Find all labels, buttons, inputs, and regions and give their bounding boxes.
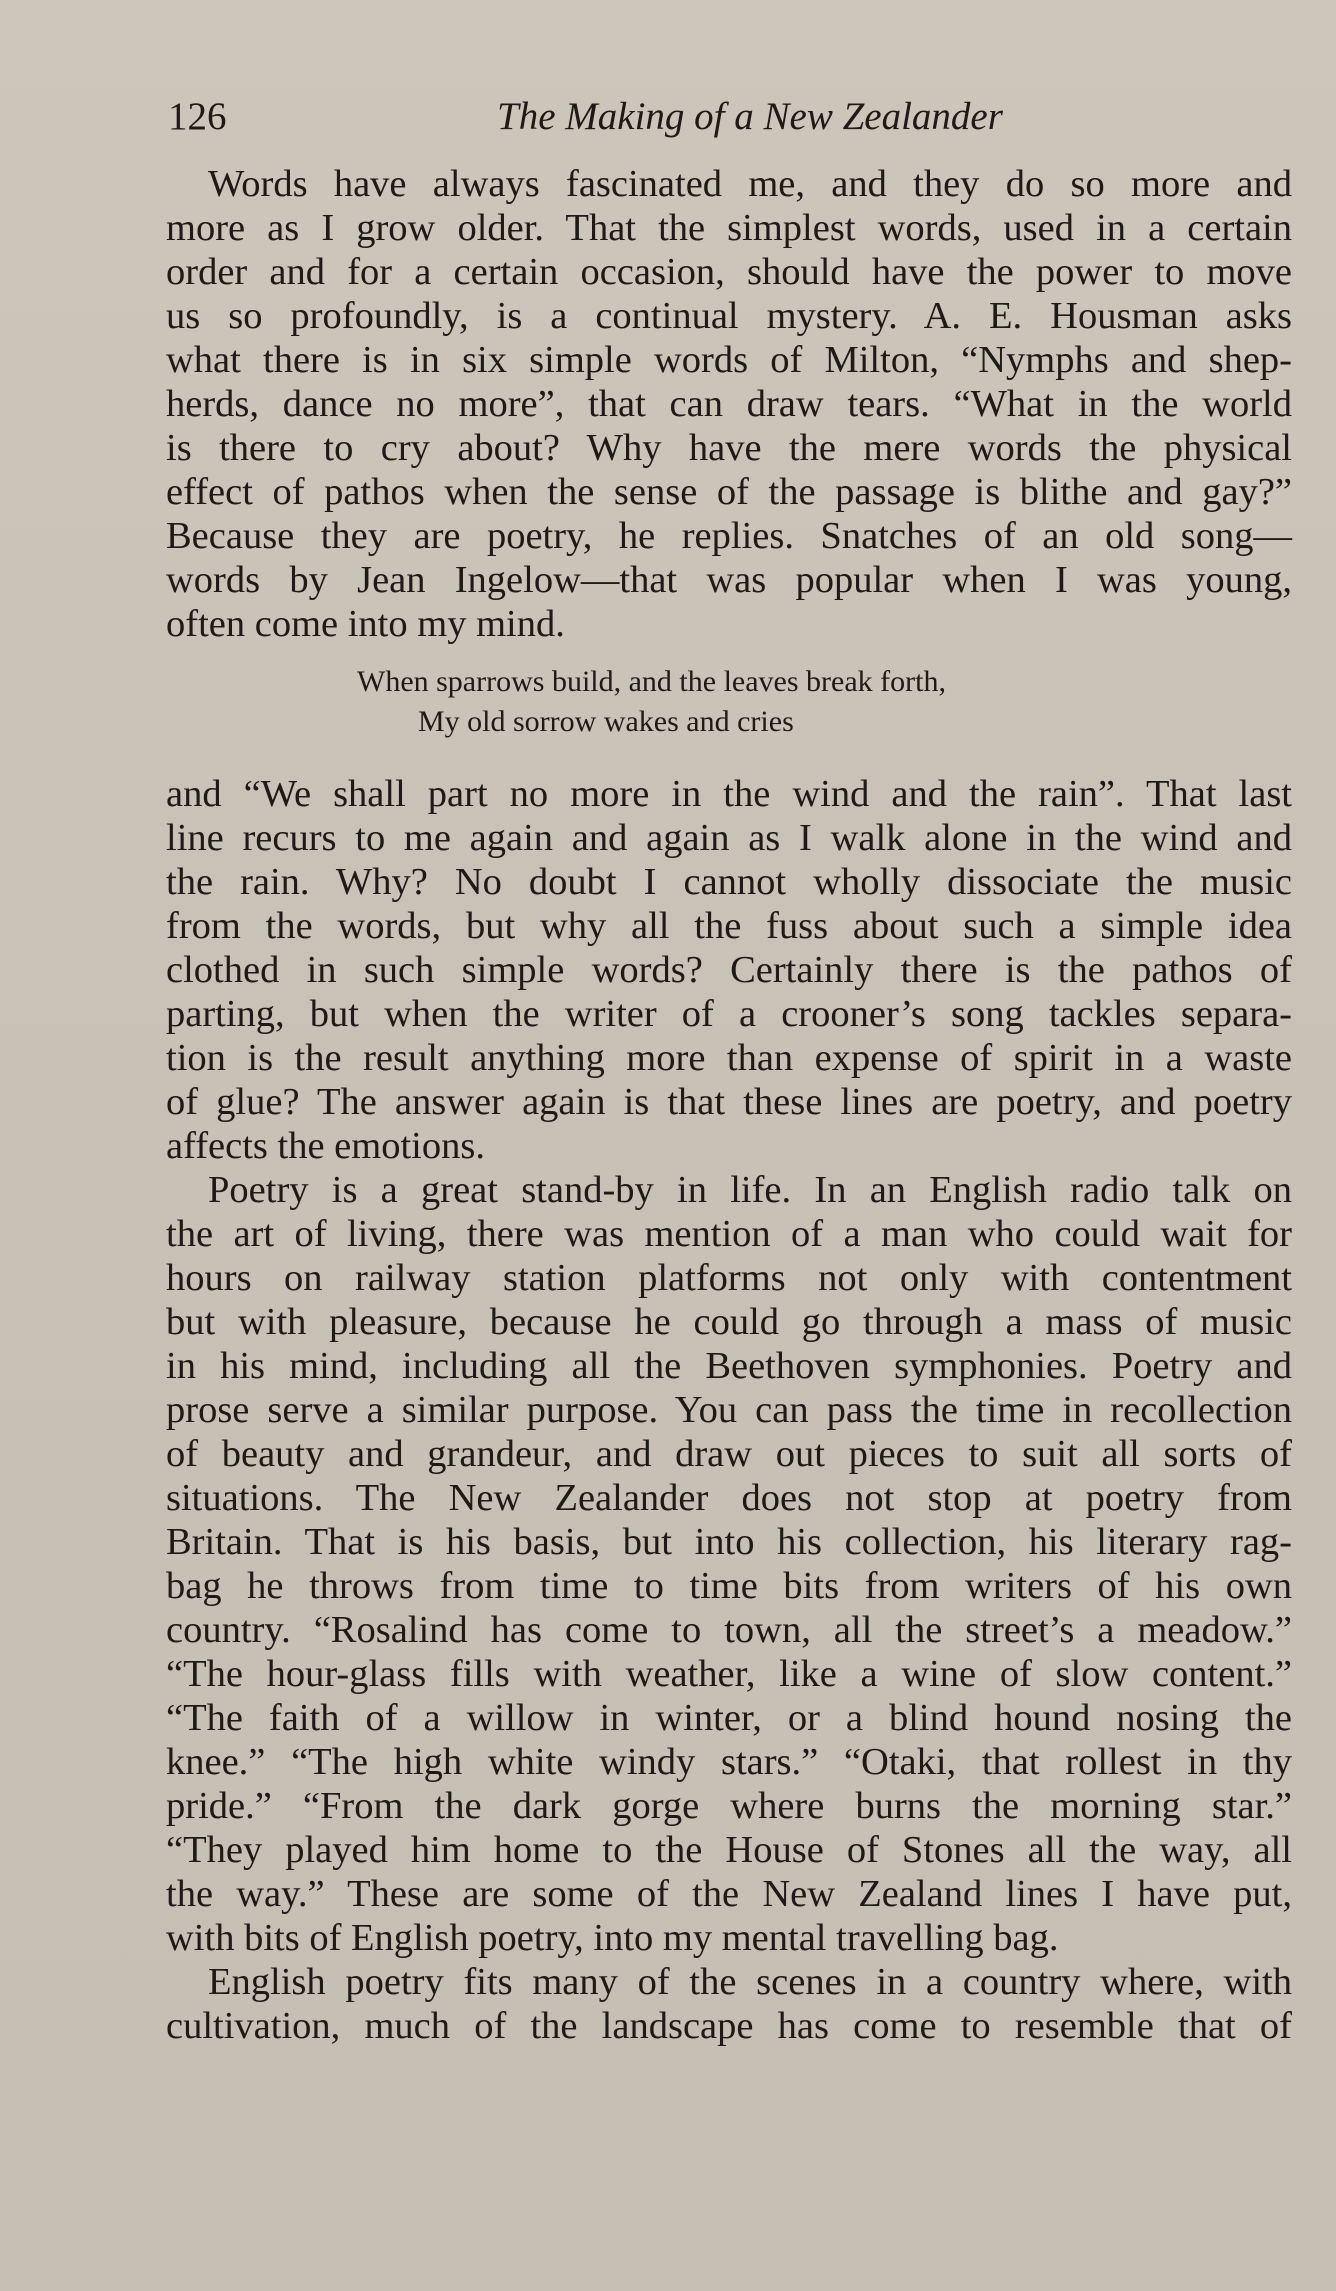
- text-line: but with pleasure, because he could go through a mass of music: [166, 1301, 1292, 1343]
- text-line: the rain. Why? No doubt I cannot wholly dissociate the music: [166, 861, 1292, 903]
- text-line: effect of pathos when the sense of the passage is blithe and gay?”: [166, 471, 1292, 513]
- text-line: hours on railway station platforms not only with contentment: [166, 1257, 1292, 1299]
- text-line: of beauty and grandeur, and draw out pieces to suit all sorts of: [166, 1433, 1292, 1475]
- text-line: tion is the result anything more than expense of spirit in a waste: [166, 1037, 1292, 1079]
- text-line: Words have always fascinated me, and they do so more and: [208, 163, 1292, 205]
- text-line: situations. The New Zealander does not stop at poetry from: [166, 1477, 1292, 1519]
- text-block-lower: [166, 772, 1292, 2048]
- text-line: of glue? The answer again is that these lines are poetry, and poetry: [166, 1081, 1292, 1123]
- running-title: The Making of a New Zealander: [497, 95, 1003, 138]
- text-line: order and for a certain occasion, should have the power to move: [166, 251, 1292, 293]
- text-line: more as I grow older. That the simplest words, used in a certain: [166, 207, 1292, 249]
- paragraph-4: [166, 1960, 1292, 2048]
- text-line: from the words, but why all the fuss about such a simple idea: [166, 905, 1292, 947]
- text-line: Poetry is a great stand-by in life. In an English radio talk on: [208, 1169, 1292, 1211]
- text-line: pride.” “From the dark gorge where burns the morning star.”: [166, 1785, 1292, 1827]
- text-line: cultivation, much of the landscape has come to resemble that of: [166, 2005, 1292, 2047]
- text-line: clothed in such simple words? Certainly there is the pathos of: [166, 949, 1292, 991]
- verse-line: When sparrows build, and the leaves break forth,: [357, 665, 946, 698]
- verse-line: My old sorrow wakes and cries: [418, 705, 794, 738]
- text-line: what there is in six simple words of Milton, “Nymphs and shep-: [166, 339, 1292, 381]
- text-line: “They played him home to the House of Stones all the way, all: [166, 1829, 1292, 1871]
- text-line: in his mind, including all the Beethoven symphonies. Poetry and: [166, 1345, 1292, 1387]
- text-line: with bits of English poetry, into my mental travelling bag.: [166, 1917, 1059, 1959]
- text-line: often come into my mind.: [166, 603, 565, 645]
- text-line: prose serve a similar purpose. You can pass the time in recollection: [166, 1389, 1292, 1431]
- text-line: “The faith of a willow in winter, or a blind hound nosing the: [166, 1697, 1292, 1739]
- text-line: line recurs to me again and again as I walk alone in the wind and: [166, 817, 1292, 859]
- verse-quotation: [0, 662, 1336, 742]
- text-line: the way.” These are some of the New Zealand lines I have put,: [166, 1873, 1292, 1915]
- page-number: 126: [168, 95, 227, 138]
- text-line: knee.” “The high white windy stars.” “Otaki, that rollest in thy: [166, 1741, 1292, 1783]
- text-line: and “We shall part no more in the wind and the rain”. That last: [166, 773, 1292, 815]
- text-line: herds, dance no more”, that can draw tears. “What in the world: [166, 383, 1292, 425]
- text-line: country. “Rosalind has come to town, all the street’s a meadow.”: [166, 1609, 1292, 1651]
- paragraph-2: [166, 772, 1292, 1168]
- paragraph-1: [166, 162, 1292, 646]
- text-line: us so profoundly, is a continual mystery. A. E. Housman asks: [166, 295, 1292, 337]
- text-line: Britain. That is his basis, but into his collection, his literary rag-: [166, 1521, 1292, 1563]
- paragraph-3: [166, 1168, 1292, 1960]
- text-line: Because they are poetry, he replies. Snatches of an old song—: [166, 515, 1292, 557]
- text-block-upper: [166, 162, 1292, 646]
- text-line: words by Jean Ingelow—that was popular when I was young,: [166, 559, 1292, 601]
- text-line: parting, but when the writer of a crooner’s song tackles separa-: [166, 993, 1292, 1035]
- text-line: “The hour-glass fills with weather, like a wine of slow content.”: [166, 1653, 1292, 1695]
- text-line: English poetry fits many of the scenes in a country where, with: [208, 1961, 1292, 2003]
- text-line: the art of living, there was mention of a man who could wait for: [166, 1213, 1292, 1255]
- text-line: is there to cry about? Why have the mere words the physical: [166, 427, 1292, 469]
- text-line: affects the emotions.: [166, 1125, 485, 1167]
- page-header: [168, 92, 1292, 142]
- text-line: bag he throws from time to time bits from writers of his own: [166, 1565, 1292, 1607]
